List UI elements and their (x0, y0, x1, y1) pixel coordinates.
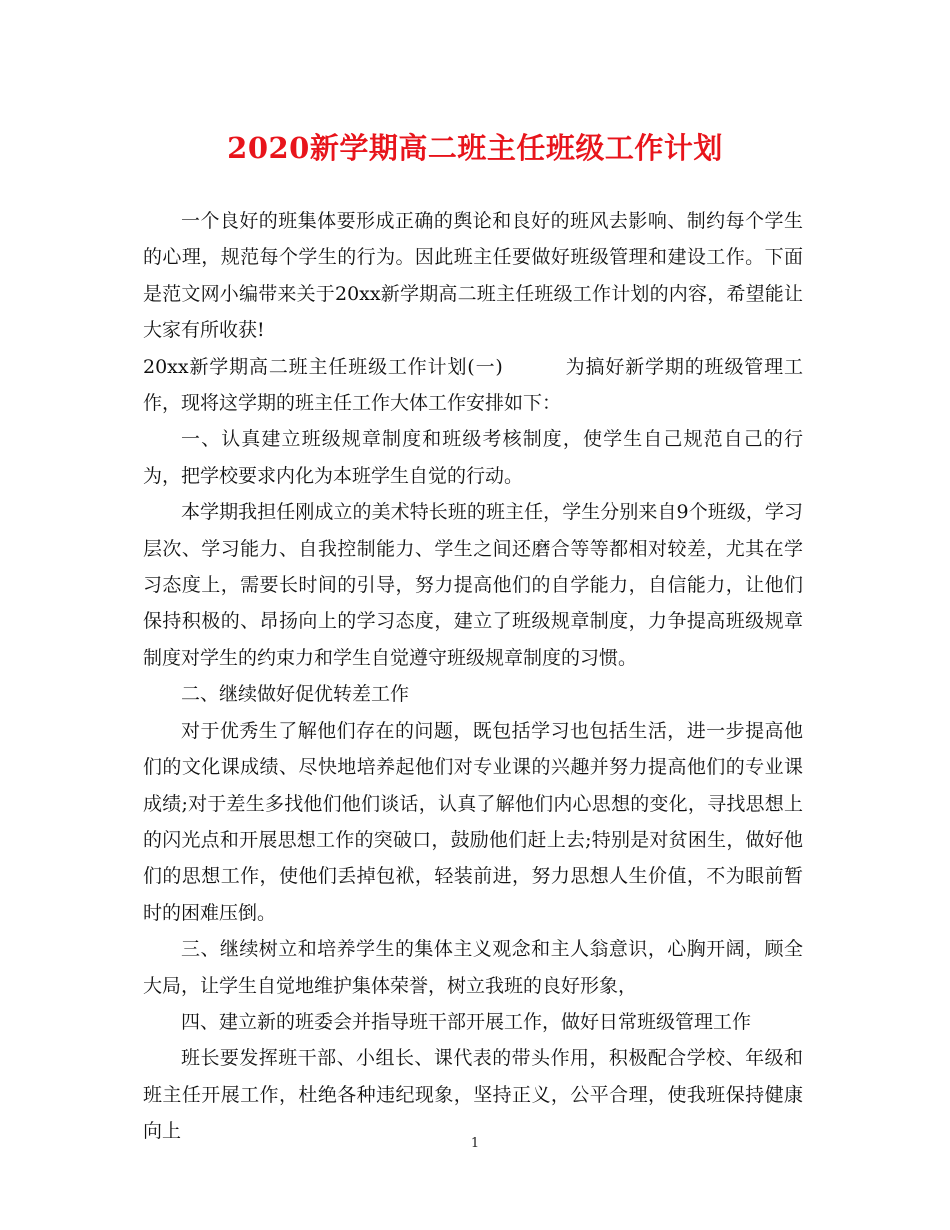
section-2-body: 对于优秀生了解他们存在的问题，既包括学习也包括生活，进一步提高他们的文化课成绩、尽快地培养起他们对专业课的兴趣并努力提高他们的专业课成绩;对于差生多找他们他们谈话，认真了解他们内心思想的变化，寻找思想上的闪光点和开展思想工作的突破口，鼓励他们赶上去;特别是对贫困生，做好他们的思想工作，使他们丢掉包袱，轻装前进，努力思想人生价值，不为眼前暂时的困难压倒。 (143, 719, 803, 924)
section-4-heading: 四、建立新的班委会并指导班干部开展工作，做好日常班级管理工作 (181, 1010, 752, 1033)
section-3-heading: 三、继续树立和培养学生的集体主义观念和主人翁意识，心胸开阔，顾全大局，让学生自觉地维护集体荣誉，树立我班的良好形象， (143, 938, 803, 997)
plan-intro: 为搞好新学期的班级管理工作，现将这学期的班主任工作大体工作安排如下： (143, 355, 803, 415)
section-2-heading: 二、继续做好促优转差工作 (181, 683, 410, 706)
plan-paragraph (143, 349, 803, 422)
document-title: 2020新学期高二班主任班级工作计划 (227, 131, 723, 165)
section-1-body: 本学期我担任刚成立的美术特长班的班主任，学生分别来自9个班级，学习层次、学习能力、自我控制能力、学生之间还磨合等等都相对较差，尤其在学习态度上，需要长时间的引导，努力提高他们的自学能力，自信能力，让他们保持积极的、昂扬向上的学习态度，建立了班级规章制度，力争提高班级规章制度对学生的约束力和学生自觉遵守班级规章制度的习惯。 (143, 501, 803, 669)
section-4-body: 班长要发挥班干部、小组长、课代表的带头作用，积极配合学校、年级和班主任开展工作，杜绝各种违纪现象，坚持正义，公平合理，使我班保持健康向上 (143, 1047, 803, 1143)
page-number: 1 (470, 1136, 480, 1151)
document-body (143, 203, 803, 1150)
section-1-heading: 一、认真建立班级规章制度和班级考核制度，使学生自己规范自己的行为，把学校要求内化为本班学生自觉的行动。 (143, 428, 803, 487)
plan-heading: 20xx新学期高二班主任班级工作计划(一) (143, 355, 503, 378)
intro-paragraph: 一个良好的班集体要形成正确的舆论和良好的班风去影响、制约每个学生的心理，规范每个学生的行为。因此班主任要做好班级管理和建设工作。下面是范文网小编带来关于20xx新学期高二班主任班级工作计划的内容，希望能让大家有所收获! (143, 210, 803, 342)
